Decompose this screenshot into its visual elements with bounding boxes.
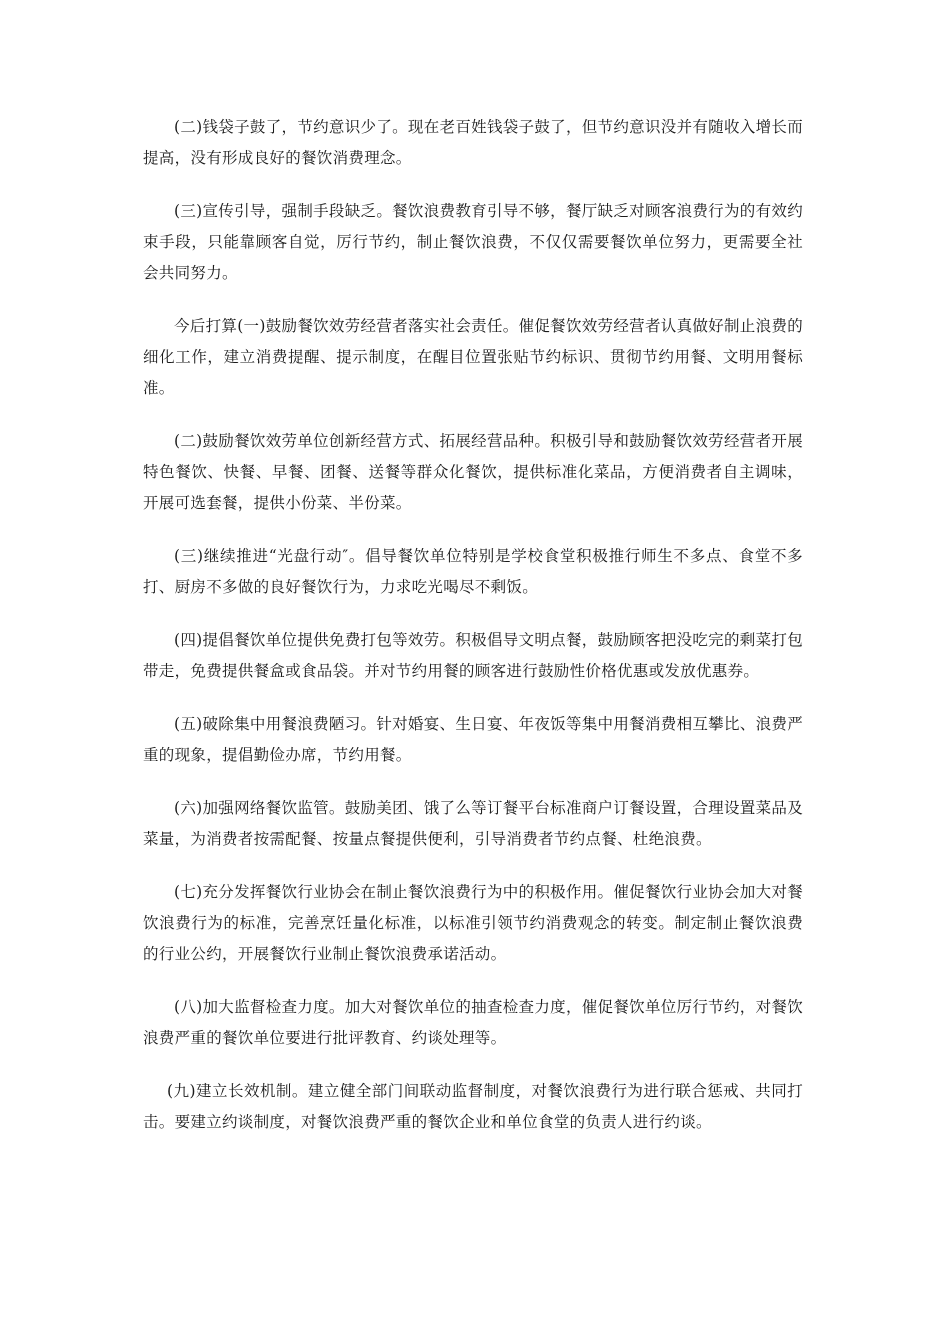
paragraph-plan-8: (八)加大监督检查力度。加大对餐饮单位的抽查检查力度，催促餐饮单位厉行节约，对餐饮浪费严重的餐饮单位要进行批评教育、约谈处理等。 bbox=[143, 998, 803, 1047]
paragraph-plan-7: (七)充分发挥餐饮行业协会在制止餐饮浪费行为中的积极作用。催促餐饮行业协会加大对餐饮浪费行为的标准，完善烹饪量化标准，以标准引领节约消费观念的转变。制定制止餐饮浪费的行业公约，开展餐饮行业制止餐饮浪费承诺活动。 bbox=[143, 883, 803, 963]
paragraph-plan-3: (三)继续推进“光盘行动″。倡导餐饮单位特别是学校食堂积极推行师生不多点、食堂不多打、厨房不多做的良好餐饮行为，力求吃光喝尽不剩饭。 bbox=[143, 547, 803, 596]
paragraph-plan-4: (四)提倡餐饮单位提供免费打包等效劳。积极倡导文明点餐，鼓励顾客把没吃完的剩菜打包带走，免费提供餐盒或食品袋。并对节约用餐的顾客进行鼓励性价格优惠或发放优惠券。 bbox=[143, 631, 803, 680]
document-body bbox=[143, 112, 803, 1160]
paragraph-plan-6: (六)加强网络餐饮监管。鼓励美团、饿了么等订餐平台标准商户订餐设置，合理设置菜品及菜量，为消费者按需配餐、按量点餐提供便利，引导消费者节约点餐、杜绝浪费。 bbox=[143, 799, 803, 848]
paragraph-plan-9: (九)建立长效机制。建立健全部门间联动监督制度，对餐饮浪费行为进行联合惩戒、共同打击。要建立约谈制度，对餐饮浪费严重的餐饮企业和单位食堂的负责人进行约谈。 bbox=[143, 1082, 803, 1131]
paragraph-3-publicity: (三)宣传引导，强制手段缺乏。餐饮浪费教育引导不够，餐厅缺乏对顾客浪费行为的有效约束手段，只能靠顾客自觉，厉行节约，制止餐饮浪费，不仅仅需要餐饮单位努力，更需要全社会共同努力。 bbox=[143, 202, 803, 282]
paragraph-plan-1: 今后打算(一)鼓励餐饮效劳经营者落实社会责任。催促餐饮效劳经营者认真做好制止浪费的细化工作，建立消费提醒、提示制度，在醒目位置张贴节约标识、贯彻节约用餐、文明用餐标准。 bbox=[143, 317, 803, 397]
paragraph-plan-2: (二)鼓励餐饮效劳单位创新经营方式、拓展经营品种。积极引导和鼓励餐饮效劳经营者开展特色餐饮、快餐、早餐、团餐、送餐等群众化餐饮，提供标准化菜品，方便消费者自主调味，开展可选套餐，提供小份菜、半份菜。 bbox=[143, 432, 803, 512]
paragraph-plan-5: (五)破除集中用餐浪费陋习。针对婚宴、生日宴、年夜饭等集中用餐消费相互攀比、浪费严重的现象，提倡勤俭办席，节约用餐。 bbox=[143, 715, 803, 764]
paragraph-2-wallet: (二)钱袋子鼓了，节约意识少了。现在老百姓钱袋子鼓了，但节约意识没并有随收入增长而提高，没有形成良好的餐饮消费理念。 bbox=[143, 118, 803, 167]
